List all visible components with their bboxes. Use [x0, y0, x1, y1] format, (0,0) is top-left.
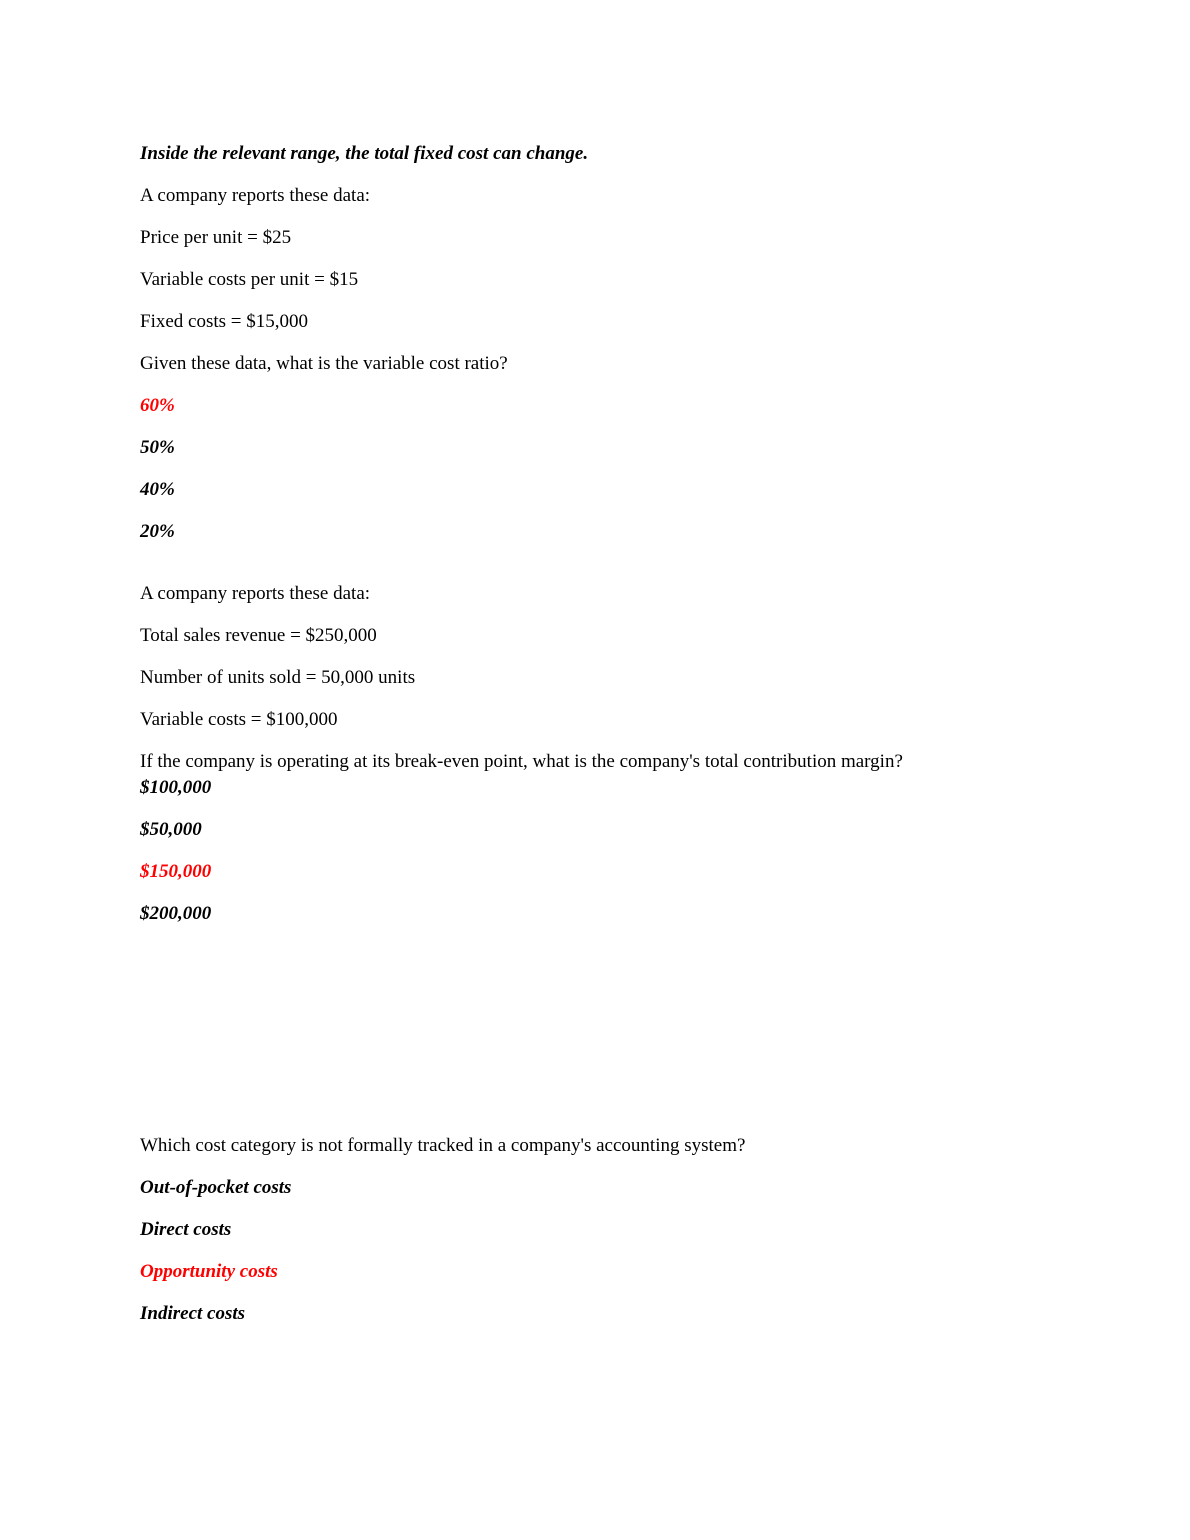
answer-option-correct: Opportunity costs: [140, 1261, 278, 1282]
question2-data-variable-costs: Variable costs = $100,000: [140, 709, 338, 730]
question-2: [140, 584, 1090, 924]
question3-prompt: Which cost category is not formally tracked in a company's accounting system?: [140, 1135, 746, 1156]
answer-option-correct: $150,000: [140, 861, 212, 882]
answer-option: 20%: [140, 521, 175, 542]
answer-option: 40%: [140, 479, 175, 500]
answer-option: Indirect costs: [140, 1303, 246, 1324]
answer-option-correct: 60%: [140, 395, 175, 416]
question2-data-sales-revenue: Total sales revenue = $250,000: [140, 625, 377, 646]
question1-prompt: Given these data, what is the variable cost ratio?: [140, 353, 508, 374]
question1-data-fixed-costs: Fixed costs = $15,000: [140, 311, 308, 332]
statement-relevant-range: Inside the relevant range, the total fixed cost can change.: [140, 143, 589, 164]
question2-intro: A company reports these data:: [140, 583, 371, 604]
answer-option: Direct costs: [140, 1219, 232, 1240]
answer-option: $50,000: [140, 819, 202, 840]
question2-data-units-sold: Number of units sold = 50,000 units: [140, 667, 416, 688]
question1-data-price: Price per unit = $25: [140, 227, 292, 248]
question2-prompt: If the company is operating at its break-even point, what is the company's total contribution margin?: [140, 751, 903, 772]
question-3: [140, 1136, 1090, 1324]
answer-option: Out-of-pocket costs: [140, 1177, 292, 1198]
question-1: [140, 186, 1090, 542]
answer-option: $100,000: [140, 777, 212, 798]
answer-option: 50%: [140, 437, 175, 458]
question1-data-variable-costs: Variable costs per unit = $15: [140, 269, 359, 290]
answer-option: $200,000: [140, 903, 212, 924]
question1-intro: A company reports these data:: [140, 185, 371, 206]
